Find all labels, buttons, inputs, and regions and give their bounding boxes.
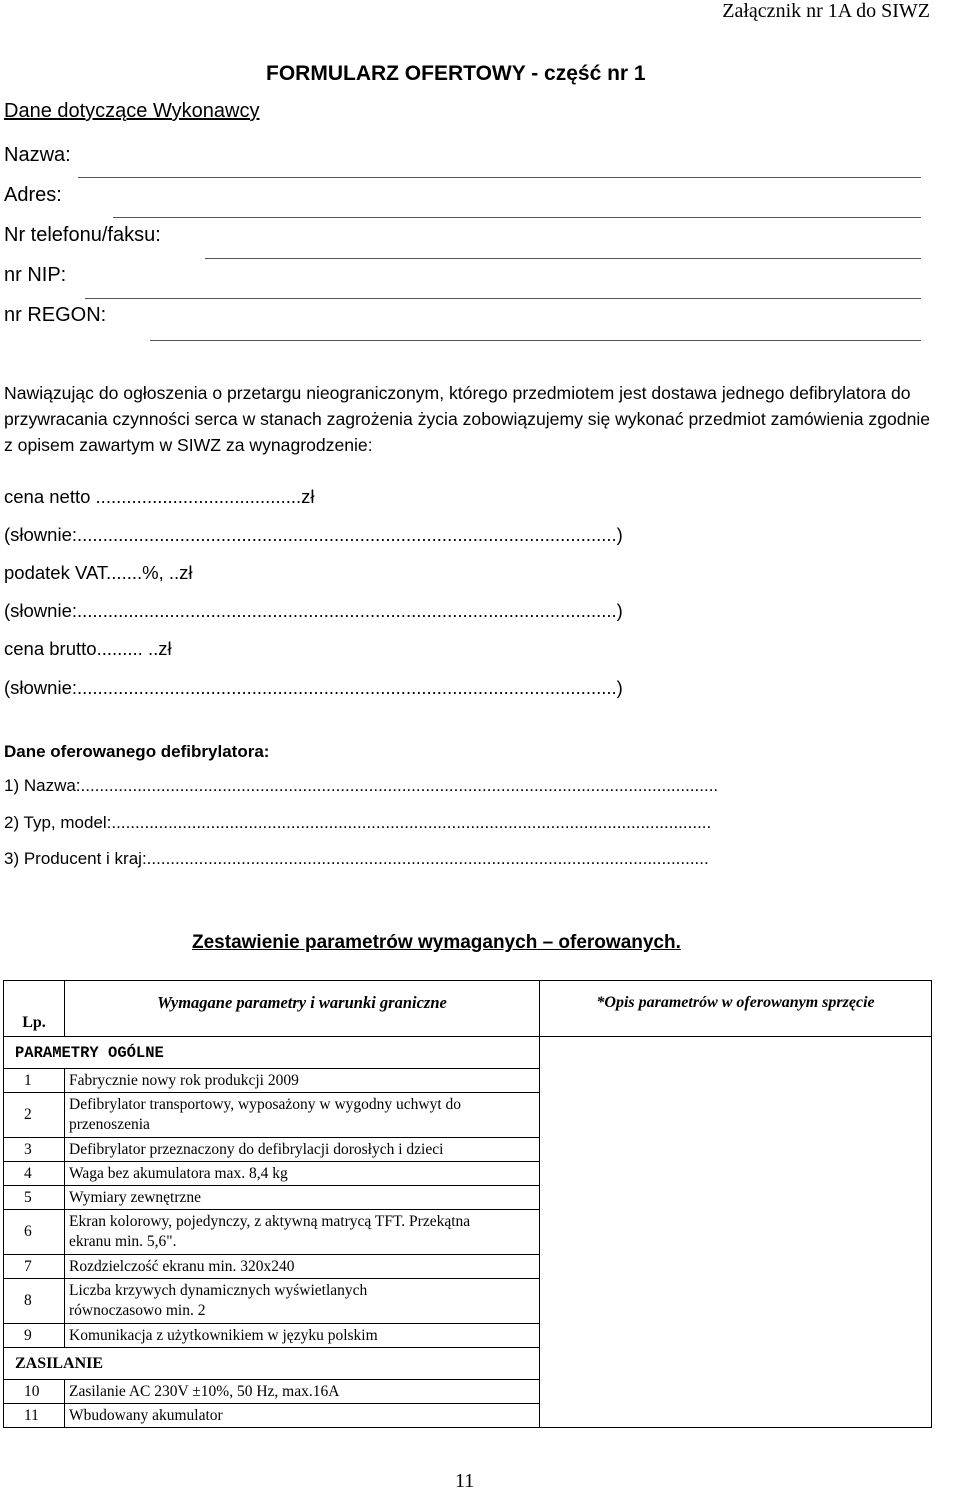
table-header-row (4, 981, 932, 1037)
row-number: 9 (4, 1324, 65, 1348)
row-requirement: Wbudowany akumulator (65, 1404, 540, 1428)
table-row (4, 1138, 932, 1162)
row-requirement: Zasilanie AC 230V ±10%, 50 Hz, max.16A (65, 1380, 540, 1404)
row-requirement: Komunikacja z użytkownikiem w języku polskim (65, 1324, 540, 1348)
row-requirement: Waga bez akumulatora max. 8,4 kg (65, 1162, 540, 1186)
row-number: 3 (4, 1138, 65, 1162)
parameters-summary-title: Zestawienie parametrów wymaganych – oferowanych. (192, 932, 681, 953)
table-row (4, 1404, 932, 1428)
row-number: 5 (4, 1186, 65, 1210)
phone-line[interactable] (205, 258, 921, 259)
row-number: 4 (4, 1162, 65, 1186)
net-price-words-line: (słownie:.........................................................................................................) (4, 524, 623, 545)
description-cell[interactable] (540, 1324, 932, 1348)
description-cell[interactable] (540, 1255, 932, 1279)
row-number: 1 (4, 1069, 65, 1093)
regon-line[interactable] (150, 340, 921, 341)
description-cell[interactable] (540, 1138, 932, 1162)
description-cell[interactable] (540, 1069, 932, 1093)
phone-label: Nr telefonu/faksu: (4, 224, 161, 246)
row-requirement: Liczba krzywych dynamicznych wyświetlanych równoczasowo min. 2 (65, 1279, 540, 1324)
nip-label: nr NIP: (4, 264, 67, 286)
offered-producer-line: 3) Producent i kraj:....................................................................................................................... (4, 849, 709, 868)
description-cell[interactable] (540, 1279, 932, 1324)
section-label-power: ZASILANIE (4, 1348, 540, 1380)
section-row-general (4, 1037, 932, 1069)
description-cell[interactable] (540, 1037, 932, 1069)
form-title: FORMULARZ OFERTOWY - część nr 1 (266, 62, 646, 85)
row-number: 7 (4, 1255, 65, 1279)
table-row (4, 1093, 932, 1138)
description-cell[interactable] (540, 1162, 932, 1186)
row-number: 11 (4, 1404, 65, 1428)
row-requirement: Wymiary zewnętrzne (65, 1186, 540, 1210)
row-requirement: Fabrycznie nowy rok produkcji 2009 (65, 1069, 540, 1093)
gross-price-line: cena brutto......... ..zł (4, 638, 172, 659)
offered-device-heading: Dane oferowanego defibrylatora: (4, 742, 270, 761)
header-offered-description: *Opis parametrów w oferowanym sprzęcie (540, 981, 932, 1037)
gross-price-words-line: (słownie:.........................................................................................................) (4, 677, 623, 698)
header-required-parameters: Wymagane parametry i warunki graniczne (65, 981, 540, 1037)
row-number: 10 (4, 1380, 65, 1404)
name-label: Nazwa: (4, 144, 71, 166)
row-requirement: Defibrylator przeznaczony do defibrylacji dorosłych i dzieci (65, 1138, 540, 1162)
regon-label: nr REGON: (4, 304, 107, 326)
description-cell[interactable] (540, 1404, 932, 1428)
row-number: 6 (4, 1210, 65, 1255)
row-requirement: Defibrylator transportowy, wyposażony w wygodny uchwyt do przenoszenia (65, 1093, 540, 1138)
description-cell[interactable] (540, 1210, 932, 1255)
table-row (4, 1186, 932, 1210)
row-number: 2 (4, 1093, 65, 1138)
page-number: 11 (455, 1470, 475, 1492)
description-cell[interactable] (540, 1186, 932, 1210)
section-label-general: PARAMETRY OGÓLNE (4, 1037, 540, 1069)
table-row (4, 1279, 932, 1324)
offered-model-line: 2) Typ, model:............................................................................................................................... (4, 813, 712, 832)
address-label: Adres: (4, 184, 62, 206)
nip-line[interactable] (85, 298, 921, 299)
row-requirement: Rozdzielczość ekranu min. 320x240 (65, 1255, 540, 1279)
description-cell[interactable] (540, 1380, 932, 1404)
table-row (4, 1162, 932, 1186)
description-cell[interactable] (540, 1093, 932, 1138)
vat-words-line: (słownie:.........................................................................................................) (4, 600, 623, 621)
intro-paragraph: Nawiązując do ogłoszenia o przetargu nieograniczonym, którego przedmiotem jest dostawa jednego defibrylatora do przywracania czynności serca w stanach zagrożenia życia zobowiązujemy się wykonać przedmiot zamówienia zgodnie z opisem zawartym w SIWZ za wynagrodzenie: (4, 383, 931, 455)
table-row (4, 1324, 932, 1348)
net-price-line: cena netto ........................................zł (4, 486, 315, 507)
table-row (4, 1069, 932, 1093)
contractor-heading: Dane dotyczące Wykonawcy (4, 100, 260, 122)
attachment-label: Załącznik nr 1A do SIWZ (722, 0, 930, 22)
row-requirement: Ekran kolorowy, pojedynczy, z aktywną matrycą TFT. Przekątna ekranu min. 5,6". (65, 1210, 540, 1255)
description-cell[interactable] (540, 1348, 932, 1380)
parameters-table (3, 980, 932, 1428)
vat-line: podatek VAT.......%, ..zł (4, 562, 193, 583)
offered-name-line: 1) Nazwa:....................................................................................................................................... (4, 776, 719, 795)
row-number: 8 (4, 1279, 65, 1324)
address-line[interactable] (113, 217, 921, 218)
section-row-power (4, 1348, 932, 1380)
table-row (4, 1380, 932, 1404)
header-lp: Lp. (4, 981, 65, 1037)
table-row (4, 1210, 932, 1255)
name-line[interactable] (78, 177, 921, 178)
table-row (4, 1255, 932, 1279)
